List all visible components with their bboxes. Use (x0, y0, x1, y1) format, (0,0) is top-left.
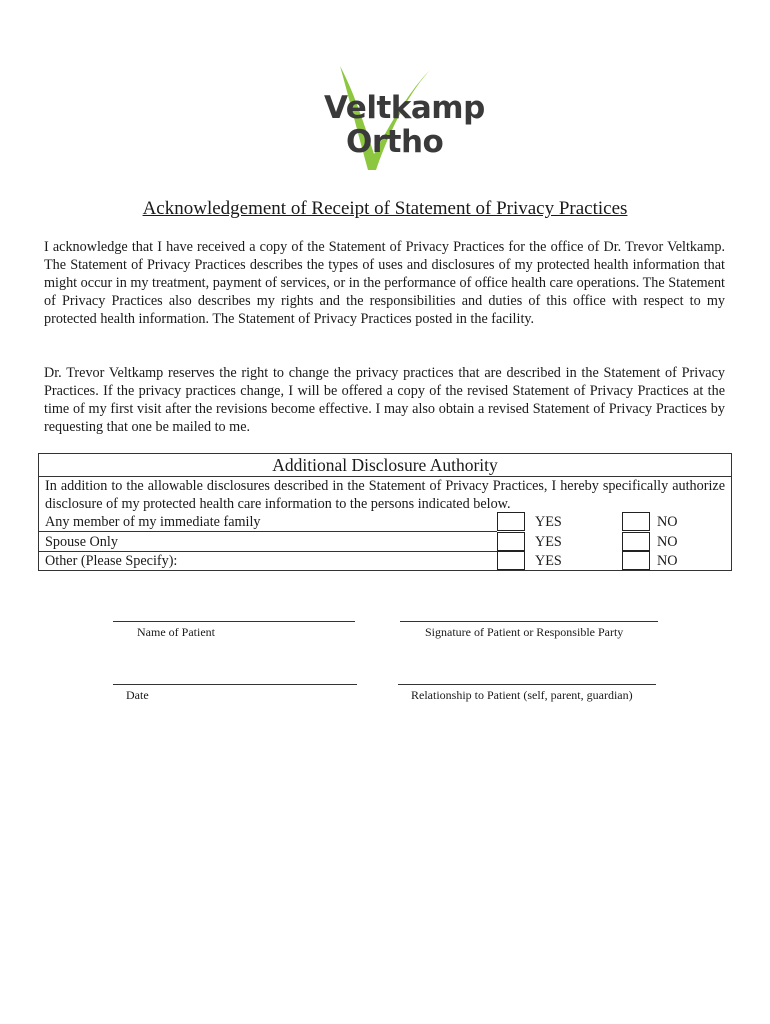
family-no-checkbox[interactable] (622, 512, 650, 531)
family-yes-checkbox[interactable] (497, 512, 525, 531)
other-yes-checkbox[interactable] (497, 551, 525, 570)
logo-text-veltkamp: Veltkamp (324, 90, 485, 126)
no-label: NO (657, 514, 678, 530)
yes-label: YES (535, 553, 562, 569)
disclosure-heading: Additional Disclosure Authority (272, 455, 498, 475)
date-label: Date (126, 688, 149, 702)
disclosure-intro: In addition to the allowable disclosures described in the Statement of Privacy Practices, I hereby specifically authorize disclosure of my protected health care information to the persons indicated below. (45, 478, 725, 512)
other-no-checkbox[interactable] (622, 551, 650, 570)
acknowledgement-paragraph: I acknowledge that I have received a copy of the Statement of Privacy Practices for the office of Dr. Trevor Veltkamp. The Statement of Privacy Practices describes the types of uses and disclosures of my protected health information that might occur in my treatment, payment of services, or in the performance of office health care operations. The Statement of Privacy Practices also describes my rights and the responsibilities and duties of this office with respect to my protected health information. The Statement of Privacy Practices posted in the facility. (44, 239, 725, 327)
spouse-no-checkbox[interactable] (622, 532, 650, 551)
relationship-label: Relationship to Patient (self, parent, guardian) (411, 688, 633, 702)
signature-line[interactable] (400, 621, 658, 622)
yes-label: YES (535, 534, 562, 550)
privacy-change-paragraph: Dr. Trevor Veltkamp reserves the right to change the privacy practices that are described in the Statement of Privacy Practices. If the privacy practices change, I will be offered a copy of the revised Statement of Privacy Practices at the time of my first visit after the revisions become effective. I may also obtain a revised Statement of Privacy Practices by requesting that one be mailed to me. (44, 365, 725, 435)
patient-name-label: Name of Patient (137, 625, 215, 639)
no-label: NO (657, 534, 678, 550)
relationship-line[interactable] (398, 684, 656, 685)
signature-label: Signature of Patient or Responsible Party (425, 625, 624, 639)
date-line[interactable] (113, 684, 357, 685)
row-label: Other (Please Specify): (45, 553, 178, 569)
logo (318, 64, 485, 174)
disclosure-row-spouse (39, 532, 731, 552)
yes-label: YES (535, 514, 562, 530)
row-label: Any member of my immediate family (45, 514, 261, 530)
patient-name-line[interactable] (113, 621, 355, 622)
page-title: Acknowledgement of Receipt of Statement of Privacy Practices (142, 198, 628, 219)
logo-text-ortho: Ortho (346, 124, 444, 160)
disclosure-authority-box (38, 453, 732, 571)
disclosure-row-other (39, 551, 731, 571)
spouse-yes-checkbox[interactable] (497, 532, 525, 551)
no-label: NO (657, 553, 678, 569)
row-label: Spouse Only (45, 534, 118, 550)
disclosure-row-family (39, 512, 731, 532)
